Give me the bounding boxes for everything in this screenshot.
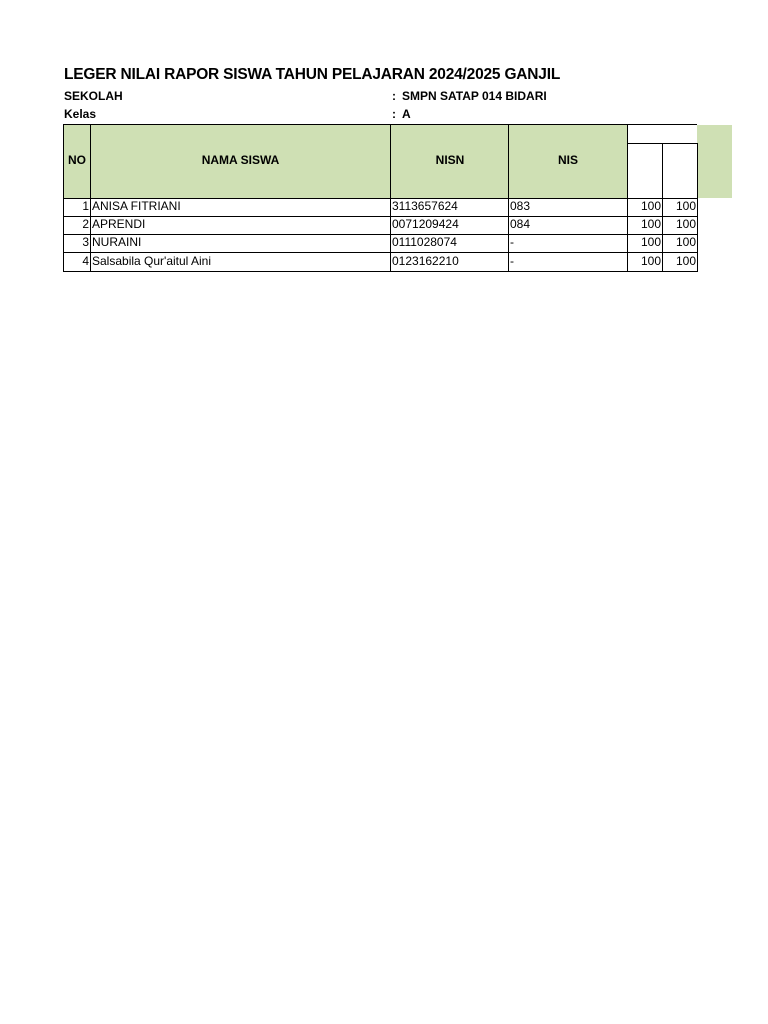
- cell-no: 4: [82, 254, 89, 268]
- cell-score: 100: [640, 235, 661, 249]
- cell-nis: -: [510, 235, 514, 249]
- header-nis: NIS: [557, 153, 578, 167]
- grid-line: [508, 124, 509, 272]
- cell-nis: -: [510, 254, 514, 268]
- sekolah-label: SEKOLAH: [64, 89, 123, 103]
- grid-line: [90, 124, 91, 272]
- cell-nis: 084: [510, 217, 531, 231]
- header-nisn: NISN: [435, 153, 465, 167]
- cell-nisn: 3113657624: [392, 199, 458, 213]
- kelas-value: A: [402, 107, 411, 121]
- cell-nama-siswa: ANISA FITRIANI: [92, 199, 181, 213]
- cell-score: 100: [640, 254, 661, 268]
- grid-line: [390, 124, 391, 272]
- header-fill-right: [697, 125, 732, 198]
- grid-line: [63, 271, 697, 272]
- header-nama-siswa: NAMA SISWA: [201, 153, 280, 167]
- cell-score: 100: [675, 217, 696, 231]
- cell-nama-siswa: APRENDI: [92, 217, 146, 231]
- cell-nisn: 0123162210: [392, 254, 459, 268]
- kelas-label: Kelas: [64, 107, 97, 121]
- cell-nis: 083: [510, 199, 531, 213]
- cell-score: 100: [675, 199, 696, 213]
- document-title: LEGER NILAI RAPOR SISWA TAHUN PELAJARAN 2024/2025 GANJIL: [64, 66, 561, 83]
- sekolah-value: SMPN SATAP 014 BIDARI: [402, 89, 547, 103]
- cell-nisn: 0071209424: [392, 217, 459, 231]
- kelas-separator: :: [392, 107, 396, 121]
- cell-score: 100: [675, 254, 696, 268]
- sekolah-separator: :: [392, 89, 396, 103]
- header-no: NO: [68, 153, 86, 167]
- grid-line: [697, 143, 698, 272]
- cell-no: 1: [82, 199, 89, 213]
- cell-nama-siswa: NURAINI: [92, 235, 142, 249]
- cell-score: 100: [675, 235, 696, 249]
- cell-score: 100: [640, 217, 661, 231]
- grid-line: [63, 124, 697, 125]
- cell-no: 2: [82, 217, 89, 231]
- cell-nama-siswa: Salsabila Qur'aitul Aini: [92, 254, 212, 268]
- cell-no: 3: [82, 235, 89, 249]
- cell-score: 100: [640, 199, 661, 213]
- cell-nisn: 0111028074: [392, 235, 457, 249]
